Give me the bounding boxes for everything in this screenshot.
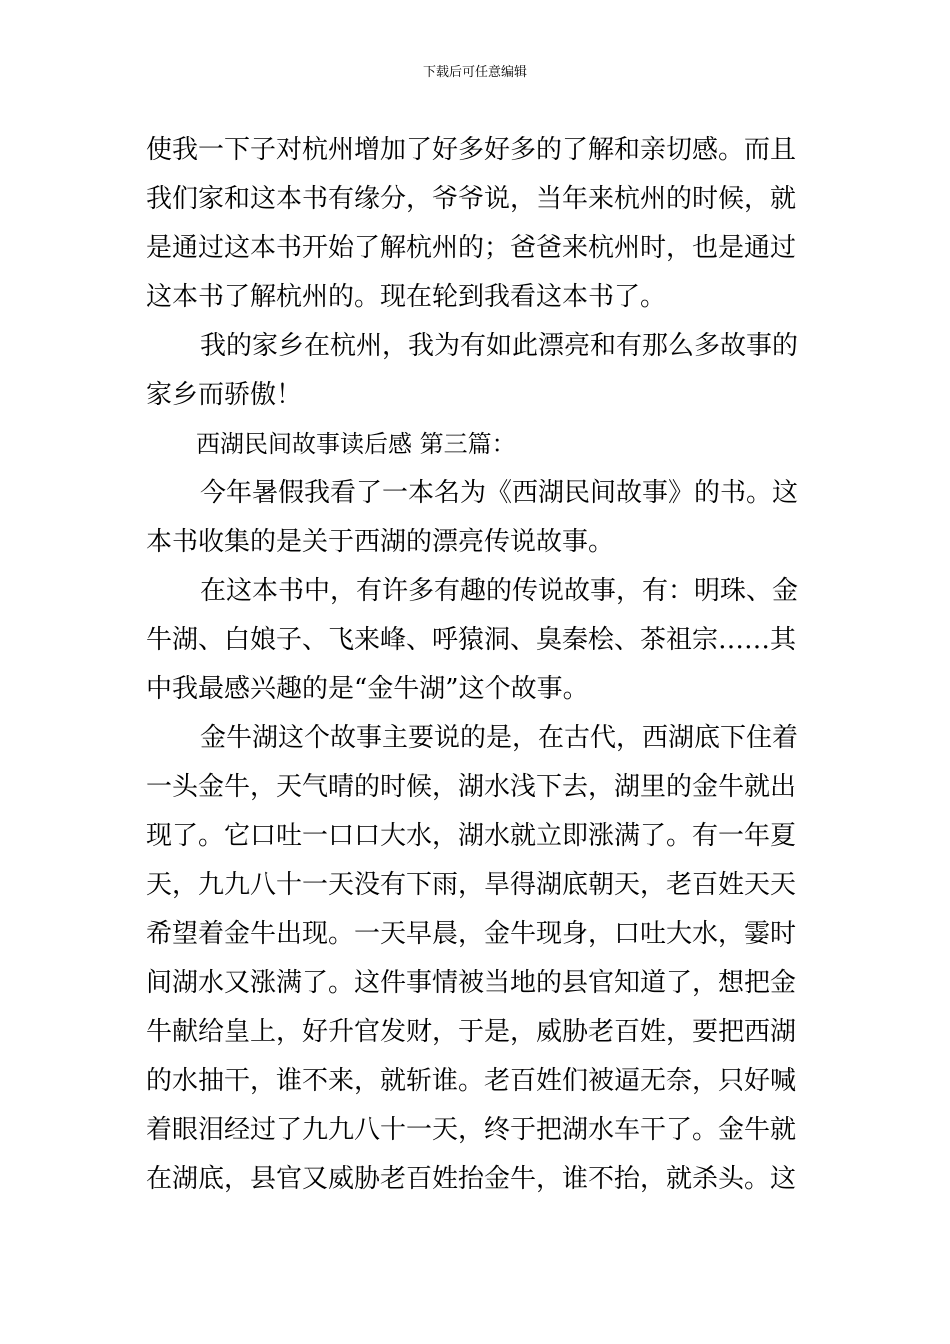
document-body	[146, 126, 810, 1204]
text-line: 一头金牛，天气晴的时候，湖水浅下去，湖里的金牛就出	[146, 772, 797, 802]
text-line: 着眼泪经过了九九八十一天，终于把湖水车干了。金牛就	[146, 1115, 797, 1145]
text-line: 本书收集的是关于西湖的漂亮传说故事。	[146, 527, 615, 557]
text-line: 的水抽干，谁不来，就斩谁。老百姓们被逼无奈，只好喊	[146, 1066, 797, 1096]
text-line: 我的家乡在杭州，我为有如此漂亮和有那么多故事的	[200, 331, 799, 361]
text-line: 希望着金牛出现。一天早晨，金牛现身，口吐大水，霎时	[146, 919, 797, 949]
text-line: 间湖水又涨满了。这件事情被当地的县官知道了，想把金	[146, 968, 797, 998]
text-line: 天，九九八十一天没有下雨，旱得湖底朝天，老百姓天天	[146, 870, 797, 900]
text-line: 牛献给皇上，好升官发财，于是，威胁老百姓，要把西湖	[146, 1017, 797, 1047]
text-line: 中我最感兴趣的是“金牛湖”这个故事。	[146, 674, 589, 704]
text-line: 家乡而骄傲！	[146, 380, 303, 410]
text-line: 在湖底，县官又威胁老百姓抬金牛，谁不抬，就杀头。这	[146, 1164, 797, 1194]
page-header-note: 下载后可任意编辑	[422, 65, 527, 80]
text-line: 在这本书中，有许多有趣的传说故事，有：明珠、金	[200, 576, 799, 606]
text-line: 我们家和这本书有缘分，爷爷说，当年来杭州的时候，就	[146, 184, 797, 214]
text-line: 今年暑假我看了一本名为《西湖民间故事》的书。这	[200, 478, 799, 508]
text-line: 现了。它口吐一口口大水，湖水就立即涨满了。有一年夏	[146, 821, 797, 851]
text-line: 这本书了解杭州的。现在轮到我看这本书了。	[146, 282, 667, 312]
text-line: 使我一下子对杭州增加了好多好多的了解和亲切感。而且	[146, 135, 797, 165]
text-line: 金牛湖这个故事主要说的是，在古代，西湖底下住着	[200, 723, 799, 753]
section-heading: 西湖民间故事读后感 第三篇：	[196, 430, 516, 458]
text-line: 是通过这本书开始了解杭州的；爸爸来杭州时，也是通过	[146, 233, 797, 263]
text-line: 牛湖、白娘子、飞来峰、呼猿洞、臭秦桧、茶祖宗……其	[146, 625, 797, 655]
